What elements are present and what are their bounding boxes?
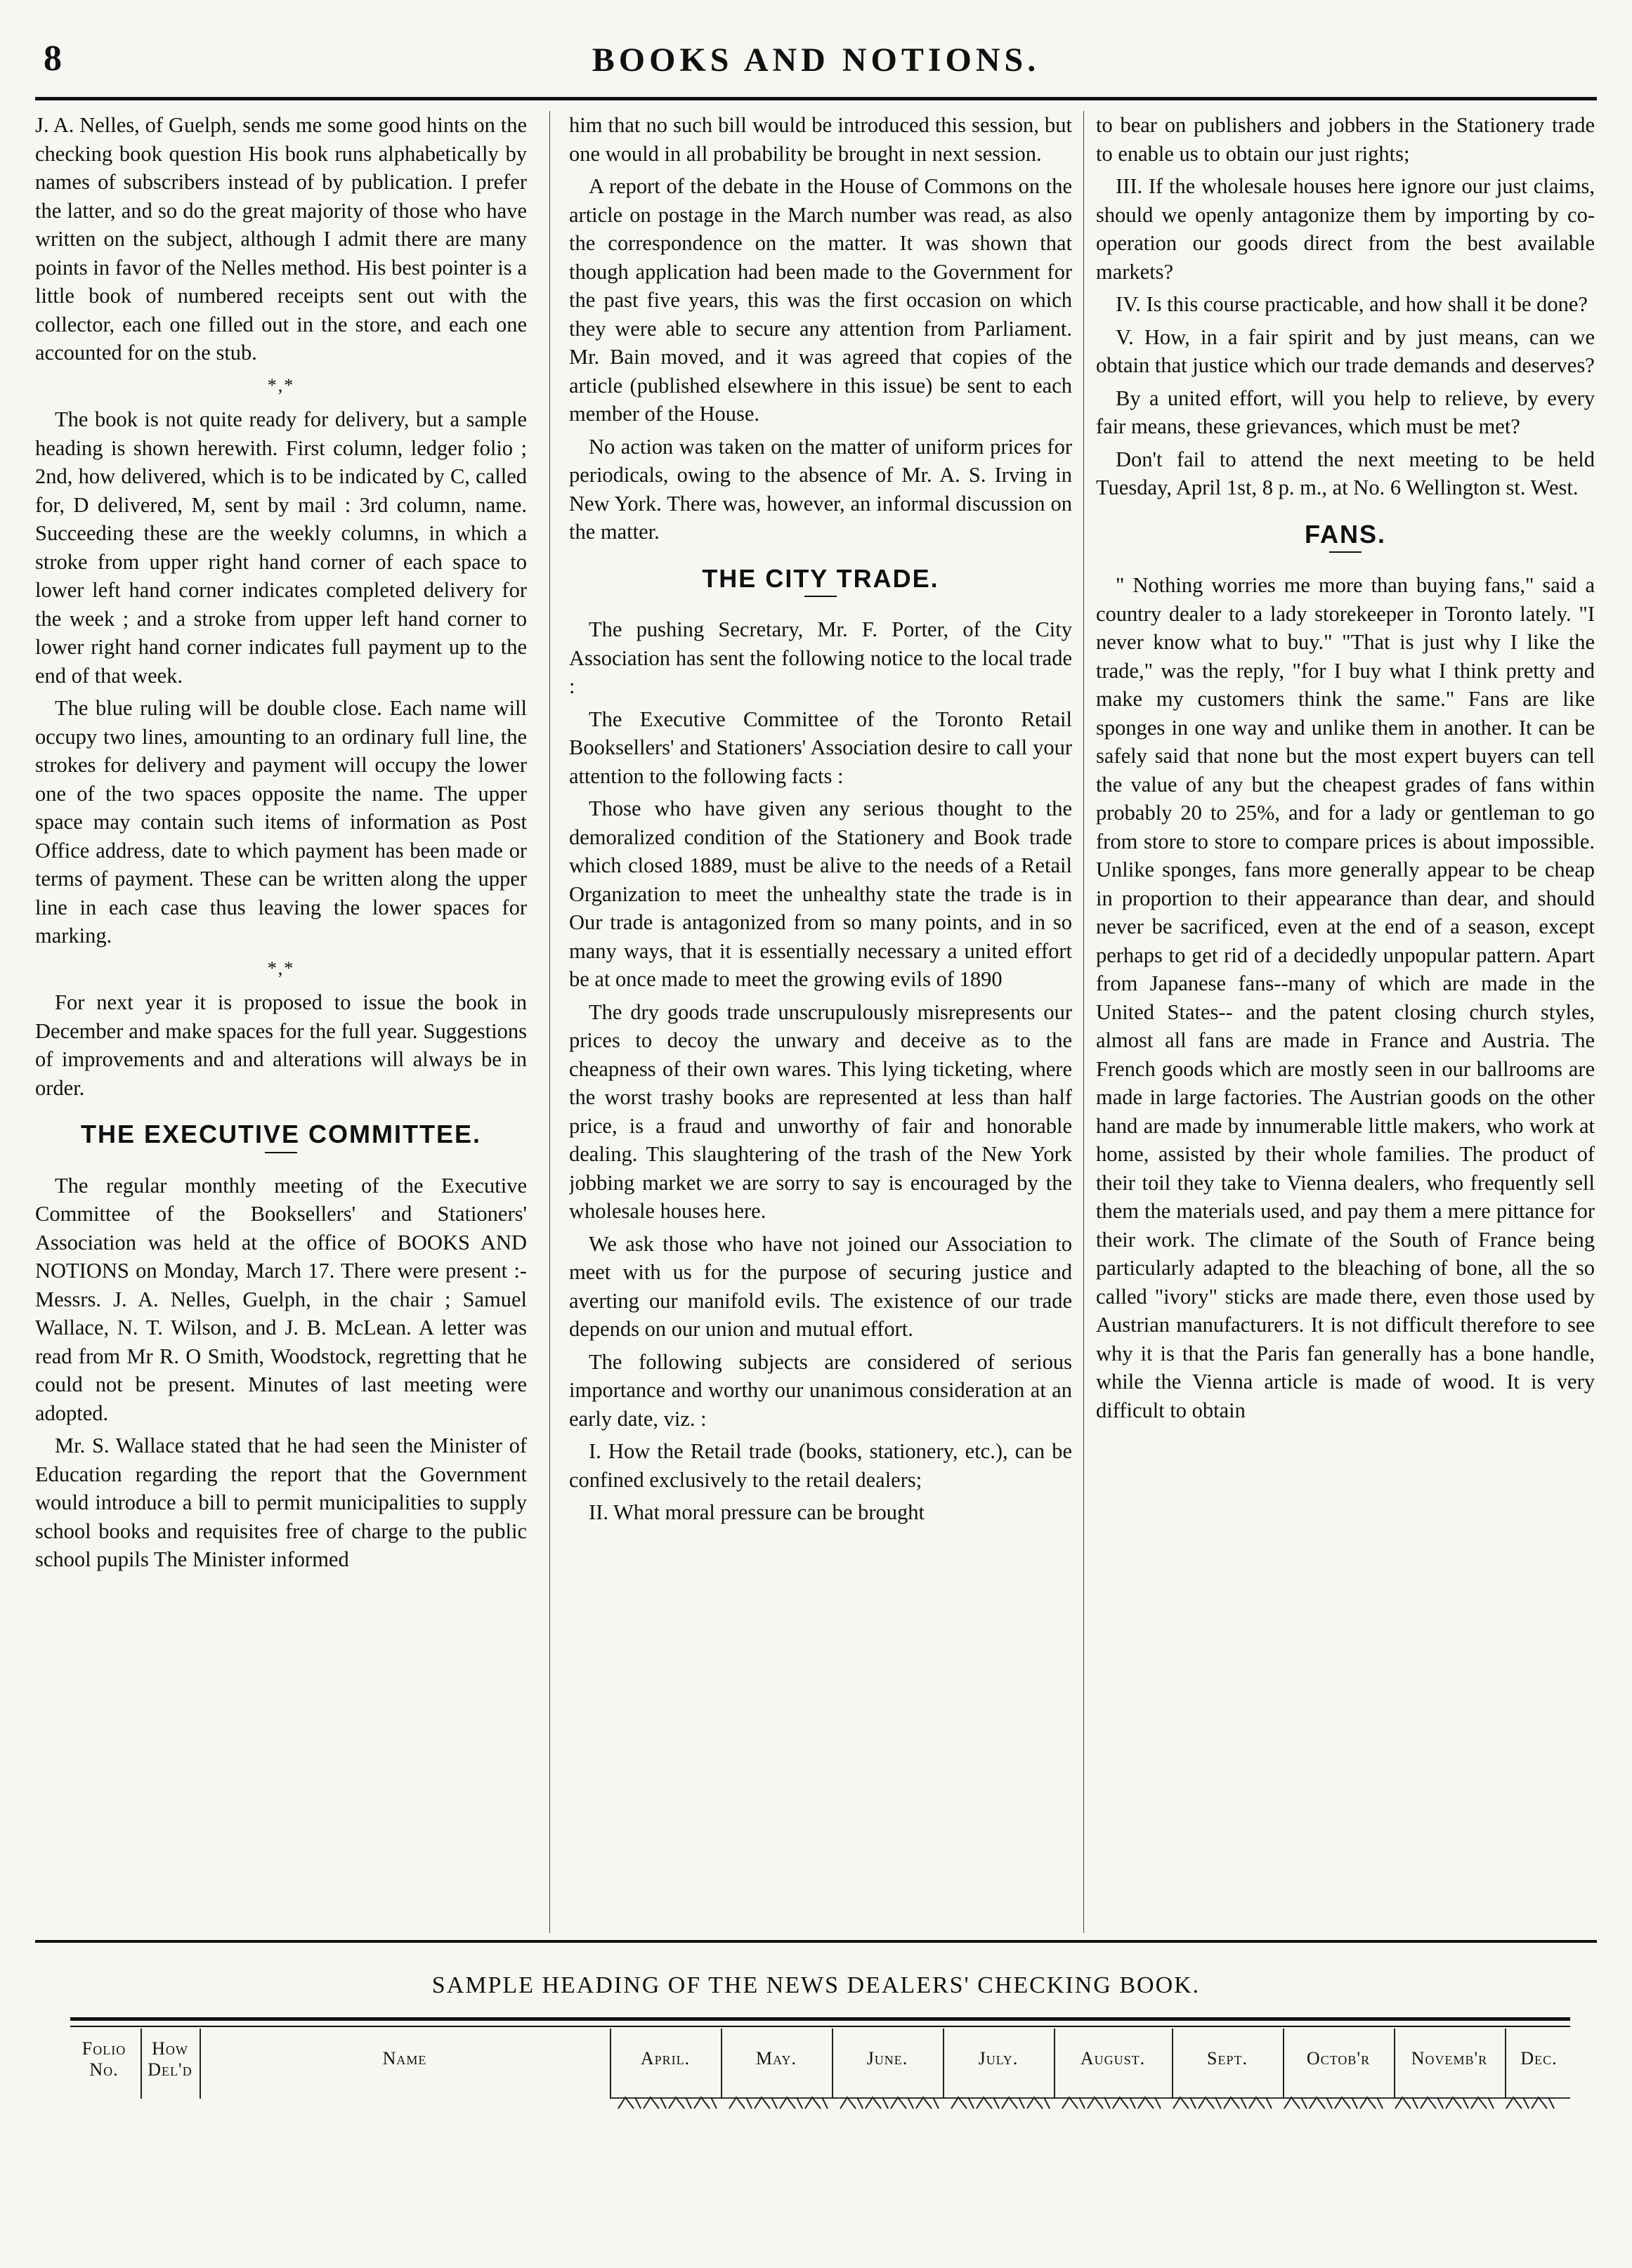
month-header: Dec.: [1520, 2048, 1558, 2069]
column-1: [35, 111, 527, 1937]
top-rule: [35, 97, 1597, 100]
tick-mark: [1027, 2097, 1050, 2109]
how-delivered-header: How Del'd: [148, 2038, 192, 2080]
section-heading: THE EXECUTIVE COMMITTEE.: [80, 1120, 482, 1148]
paragraph: The following subjects are considered of serious importance and worthy our unanimous consideration at an early date, viz. :: [569, 1349, 1072, 1431]
tick-mark: [780, 2097, 802, 2109]
tick-mark: [977, 2097, 999, 2109]
tick-mark: [1310, 2097, 1332, 2109]
paragraph: Mr. S. Wallace stated that he had seen the Minister of Education regarding the report that the Government would introduce a bill to permit municipalities to supply school books and requisites free of charge to the public school pupils The Minister informed: [35, 1434, 527, 1571]
paragraph: We ask those who have not joined our Association to meet with us for the purpose of securing justice and averting our manifold evils. The existence of our trade depends on our union and mutual effort.: [569, 1231, 1072, 1341]
tick-mark: [866, 2097, 888, 2109]
paragraph: Don't fail to attend the next meeting to be held Tuesday, April 1st, 8 p. m., at No. 6 Wellington st. West.: [1096, 447, 1595, 499]
paragraph: The pushing Secretary, Mr. F. Porter, of the City Association has sent the following notice to the local trade :: [569, 617, 1072, 698]
section-heading: THE CITY TRADE.: [702, 563, 939, 593]
tick-mark: [1002, 2097, 1024, 2109]
paragraph: No action was taken on the matter of uniform prices for periodicals, owing to the absence of Mr. A. S. Irving in New York. There was, however, an informal discussion on the matter.: [569, 434, 1072, 544]
tick-mark: [1224, 2097, 1246, 2109]
folio-header: Folio No.: [81, 2038, 126, 2080]
paragraph: Those who have given any serious thought to the demoralized condition of the Stationery and Book trade which closed 1889, must be alive to the needs of a Retail Organization to meet the unhealthy state the trade is in Our trade is antagonized from so many points, and in so many ways, that it is essentially necessary a united effort be at once made to meet the growing evils of 1890: [569, 797, 1072, 991]
tick-mark: [755, 2097, 777, 2109]
column-line: [141, 2028, 142, 2099]
tick-mark: [1284, 2097, 1307, 2109]
tick-mark: [1138, 2097, 1161, 2109]
weekly-tick-marks: [613, 2087, 1570, 2120]
paragraph: III. If the wholesale houses here ignore our just claims, should we openly antagonize them by importing by co-operation our goods direct from the best available markets?: [1096, 174, 1595, 284]
month-header: Sept.: [1207, 2048, 1248, 2069]
tick-mark: [916, 2097, 939, 2109]
section-heading: FANS.: [1304, 519, 1386, 549]
paragraph: A report of the debate in the House of Commons on the article on postage in the March number was read, as also the correspondence on the matter. It was shown that though application had been made to the Government for the past five years, this was the first occasion on which they were able to secure any attention from Parliament. Mr. Bain moved, and it was agreed that copies of the article (published elsewhere in this issue) be sent to each member of the House.: [569, 174, 1072, 426]
month-header: Novemb'r: [1411, 2048, 1488, 2069]
tick-mark: [1199, 2097, 1221, 2109]
tick-mark: [729, 2097, 752, 2109]
month-header: Octob'r: [1306, 2048, 1371, 2069]
bottom-rule: [35, 1940, 1597, 1943]
table-rule: [70, 2017, 1570, 2021]
tick-mark: [1421, 2097, 1443, 2109]
paragraph: J. A. Nelles, of Guelph, sends me some good hints on the checking book question His book runs alphabetically by names of subscribers instead of by publication. I prefer the latter, and so do the great majority of those who have written on the subject, although I admit there are many points in favor of the Nelles method. His best pointer is a little book of numbered receipts sent out with the collector, each one filled out in the store, and each one accounted for on the stub.: [35, 113, 527, 365]
paragraph: " Nothing worries me more than buying fans," said a country dealer to a lady storekeeper in Toronto lately. "I never know what to buy." "That is just why I like the trade," was the reply, "for I buy what I think pretty and make my customers think the same." Fans are like sponges in one way and unlike them in another. It can be safely said that none but the most expert buyers can tell the value of any but the cheapest grades of fans within probably 20 to 25%, and for a lady or gentleman to go from store to store to compare prices is about impossible. Unlike sponges, fans more generally appear to be cheap in proportion to their appearance than dear, and should never be sacrificed, even at the end of a season, except perhaps to get rid of a decidedly unpopular pattern. Apart from Japanese fans--many of which are made in the United States-- and the patent closing church styles, almost all fans are made in France and Austria. The French goods which are mostly seen in our ballrooms are made in large factories. The Austrian goods on the other hand are made by innumerable little makers, who work at home, assisted by their whole families. The product of their toil they take to Vienna dealers, who frequently sell them the materials used, and pay them a mere pittance for their work. The climate of the South of France being particularly adapted to the bleaching of bone, all the so called "ivory" sticks are made there, even those used by Austrian manufacturers. It is not difficult therefore to see why it is that the Paris fan generally has a bone handle, while the Vienna article is made of wood. It is very difficult to obtain: [1096, 573, 1595, 1422]
tick-mark: [805, 2097, 828, 2109]
tick-mark: [1062, 2097, 1085, 2109]
tick-mark: [1113, 2097, 1135, 2109]
heading-rule: [1329, 551, 1362, 553]
tick-mark: [1173, 2097, 1196, 2109]
paragraph: him that no such bill would be introduced this session, but one would in all probability be brought in next session.: [569, 113, 1072, 166]
tick-mark: [1088, 2097, 1110, 2109]
paragraph: For next year it is proposed to issue the book in December and make spaces for the full year. Suggestions of improvements and and alterations will always be in order.: [35, 990, 527, 1100]
paragraph: IV. Is this course practicable, and how shall it be done?: [1116, 292, 1588, 316]
section-separator: *,*: [267, 957, 295, 978]
paragraph: V. How, in a fair spirit and by just means, can we obtain that justice which our trade demands and deserves?: [1096, 325, 1595, 377]
paragraph: to bear on publishers and jobbers in the Stationery trade to enable us to obtain our just rights;: [1096, 113, 1595, 166]
paragraph: By a united effort, will you help to relieve, by every fair means, these grievances, which must be met?: [1096, 386, 1595, 438]
column-line: [200, 2028, 201, 2099]
column-line: [610, 2028, 611, 2099]
paragraph: II. What moral pressure can be brought: [589, 1500, 925, 1524]
paragraph: The blue ruling will be double close. Each name will occupy two lines, amounting to an ordinary full line, the strokes for delivery and payment will occupy the lower one of the two spaces opposite the name. The upper space may contain such items of information as Post Office address, date to which payment has been made or terms of payment. These can be written along the upper line in each case thus leaving the lower spaces for marking.: [35, 696, 527, 948]
name-header: Name: [382, 2048, 427, 2069]
section-separator: *,*: [267, 374, 295, 395]
heading-rule: [265, 1152, 297, 1153]
tick-mark: [840, 2097, 863, 2109]
heading-rule: [804, 596, 837, 597]
page-number: 8: [44, 39, 62, 79]
paragraph: The book is not quite ready for delivery, but a sample heading is shown herewith. First column, ledger folio ; 2nd, how delivered, which is to be indicated by C, called for, D delivered, M, sent by mail : 3rd column, name. Succeeding these are the weekly columns, in which a stroke from upper right hand corner of each space to lower left hand corner indicates completed delivery for the week ; and a stroke from upper left hand corner to lower right hand corner indicates full payment up to the end of that week.: [35, 407, 527, 688]
tick-mark: [1249, 2097, 1272, 2109]
masthead: BOOKS AND NOTIONS.: [592, 41, 1040, 79]
tick-mark: [891, 2097, 913, 2109]
sample-heading-title: SAMPLE HEADING OF THE NEWS DEALERS' CHECKING BOOK.: [431, 1972, 1201, 1998]
tick-mark: [694, 2097, 717, 2109]
tick-mark: [1506, 2097, 1529, 2109]
month-header: June.: [866, 2048, 908, 2069]
month-header: April.: [640, 2048, 691, 2069]
tick-mark: [1335, 2097, 1357, 2109]
paragraph: The Executive Committee of the Toronto Retail Booksellers' and Stationers' Association desire to call your attention to the following facts :: [569, 707, 1072, 788]
tick-mark: [951, 2097, 974, 2109]
month-header: August.: [1080, 2048, 1146, 2069]
month-header: May.: [756, 2048, 797, 2069]
month-header: July.: [978, 2048, 1019, 2069]
tick-mark: [669, 2097, 691, 2109]
paragraph: The dry goods trade unscrupulously misrepresents our prices to decoy the unwary and deceive as to the cheapness of their own wares. This lying ticketing, where the worst trashy books are represented at less than half price, is a fraud and unworthy of fair and honorable dealing. This slaughtering of the trash of the New York jobbing market we are sorry to say is encouraged by the wholesale houses here.: [569, 999, 1072, 1223]
table-rule: [70, 2026, 1570, 2027]
tick-mark: [1395, 2097, 1418, 2109]
tick-mark: [1471, 2097, 1494, 2109]
tick-mark: [1360, 2097, 1383, 2109]
article-columns: [35, 111, 1595, 1937]
paragraph: I. How the Retail trade (books, stationery, etc.), can be confined exclusively to the retail dealers;: [569, 1439, 1072, 1492]
paragraph: The regular monthly meeting of the Executive Committee of the Booksellers' and Stationers' Association was held at the office of BOOKS AND NOTIONS on Monday, March 17. There were present :-Messrs. J. A. Nelles, Guelph, in the chair ; Samuel Wallace, N. T. Wilson, and J. B. McLean. A letter was read from Mr R. O Smith, Woodstock, regretting that he could not be present. Minutes of last meeting were adopted.: [35, 1173, 527, 1425]
tick-mark: [618, 2097, 641, 2109]
tick-mark: [1446, 2097, 1468, 2109]
tick-mark: [644, 2097, 666, 2109]
column-2: [569, 111, 1072, 1937]
column-3: [1096, 111, 1595, 1937]
tick-mark: [1532, 2097, 1554, 2109]
sample-checking-book: [70, 2017, 1570, 2123]
